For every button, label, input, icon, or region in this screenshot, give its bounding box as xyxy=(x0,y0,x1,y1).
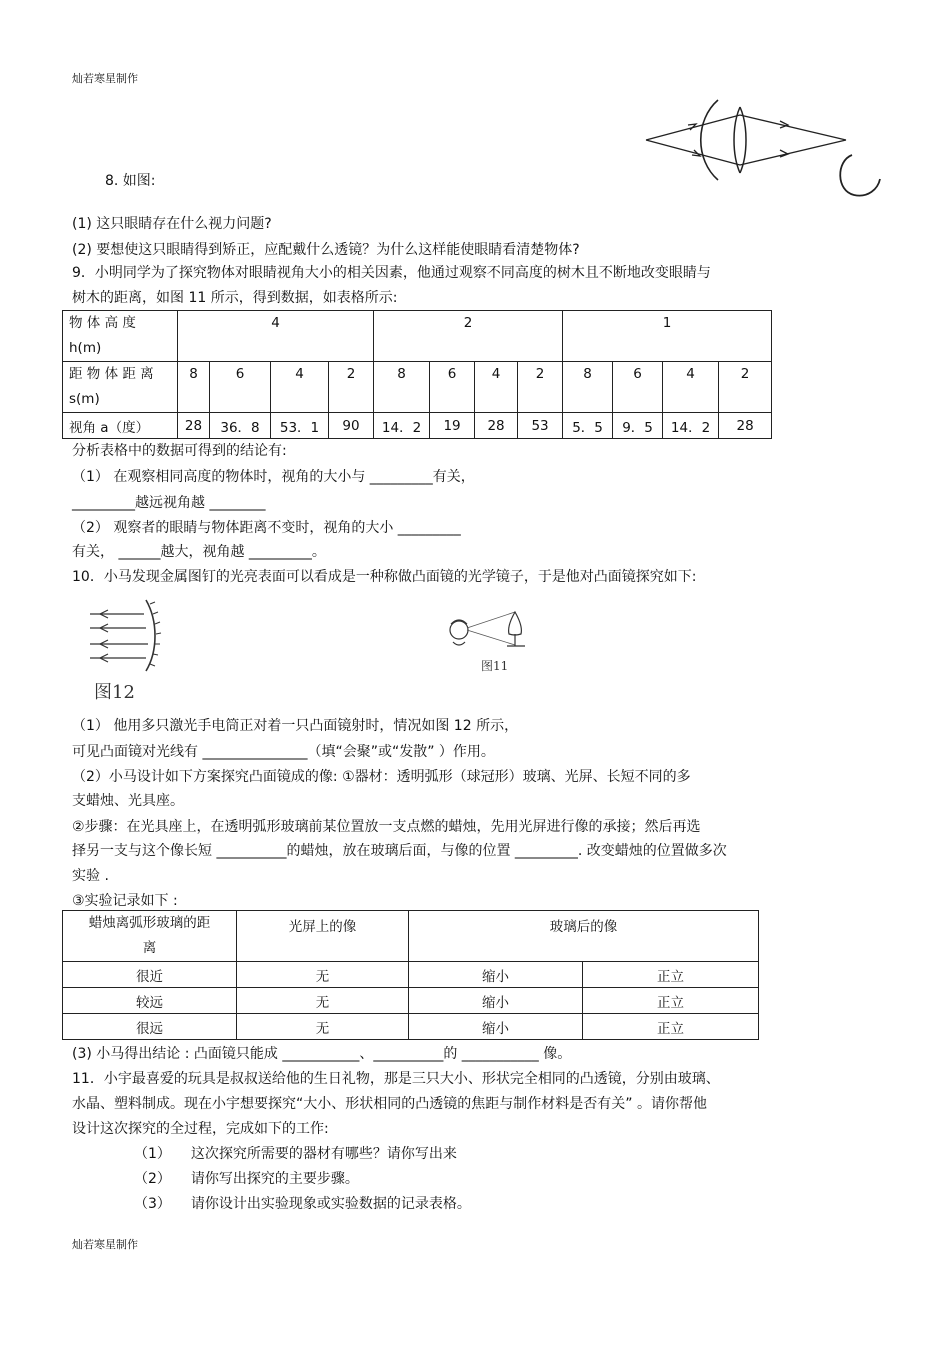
angle-cell: 90 xyxy=(329,413,374,439)
q10-p3: (3) 小马得出结论 : 凸面镜只能成 ___________、__________的 ___________ 像。 xyxy=(72,1046,572,1062)
table-cell: 缩小 xyxy=(409,1014,583,1040)
q10-record-table xyxy=(62,910,759,1040)
angle-cell: 14．2 xyxy=(663,413,719,439)
table-row xyxy=(63,413,772,439)
angle-label-cell: 视角 a（度） xyxy=(63,413,178,439)
q8-sub2: (2) 要想使这只眼睛得到矫正，应配戴什么透镜？为什么这样能使眼睛看清楚物体? xyxy=(72,242,580,258)
q9-data-table xyxy=(62,310,772,439)
q8-label: 8. 如图: xyxy=(105,173,156,189)
height-2-cell: 2 xyxy=(374,311,563,362)
q11-line1: 11．小宇最喜爱的玩具是叔叔送给他的生日礼物，那是三只大小、形状完全相同的凸透镜，分别由玻璃、 xyxy=(72,1071,720,1087)
distance-cell: 8 xyxy=(563,362,613,413)
angle-cell: 28 xyxy=(178,413,210,439)
q8-sub1: (1) 这只眼睛存在什么视力问题? xyxy=(72,216,272,232)
q10-p1b: 可见凸面镜对光线有 _______________（填“会聚”或“发散” ）作用。 xyxy=(72,744,495,760)
convex-mirror-figure xyxy=(88,596,178,706)
angle-cell: 19 xyxy=(430,413,475,439)
table-cell: 正立 xyxy=(583,962,759,988)
table-cell: 较远 xyxy=(63,988,237,1014)
figure-11-caption: 图11 xyxy=(481,659,509,673)
table-cell: 正立 xyxy=(583,988,759,1014)
distance-cell: 4 xyxy=(271,362,329,413)
angle-cell: 36．8 xyxy=(210,413,271,439)
height-1-cell: 1 xyxy=(563,311,772,362)
q11-item-3: （3） 请你设计出实验现象或实验数据的记录表格。 xyxy=(134,1196,471,1212)
distance-cell: 2 xyxy=(329,362,374,413)
mirror-arc-icon xyxy=(146,600,155,671)
glass-image-header-cell: 玻璃后的像 xyxy=(409,911,759,962)
q11-line3: 设计这次探究的全过程，完成如下的工作: xyxy=(72,1121,329,1137)
height-4-cell: 4 xyxy=(178,311,374,362)
q9-conclusion1b: _________越远视角越 ________ xyxy=(72,495,266,511)
table-row xyxy=(63,988,759,1014)
table-cell: 正立 xyxy=(583,1014,759,1040)
distance-cell: 2 xyxy=(719,362,772,413)
distance-cell: 4 xyxy=(475,362,518,413)
angle-cell: 53 xyxy=(518,413,563,439)
q11-item-2: （2） 请你写出探究的主要步骤。 xyxy=(134,1171,359,1187)
distance-cell: 8 xyxy=(178,362,210,413)
q10-p2a: （2）小马设计如下方案探究凸面镜成的像: ①器材：透明弧形（球冠形）玻璃、光屏、长短不同的多 xyxy=(72,769,691,785)
person-head-icon xyxy=(450,620,468,645)
table-row xyxy=(63,311,772,362)
table-row xyxy=(63,1014,759,1040)
q10-step-a: ②步骤：在光具座上，在透明弧形玻璃前某位置放一支点燃的蜡烛，先用光屏进行像的承接；然后再选 xyxy=(72,819,701,835)
figure-12-caption: 图12 xyxy=(94,682,135,703)
eyeball-icon xyxy=(840,155,880,196)
table-cell: 缩小 xyxy=(409,962,583,988)
distance-cell: 6 xyxy=(210,362,271,413)
q9-conclusion2b: 有关， ______越大，视角越 _________。 xyxy=(72,544,326,560)
page-header: 灿若寒星制作 xyxy=(72,72,138,85)
q10-line1: 10．小马发现金属图钉的光亮表面可以看成是一种称做凸面镜的光学镜子，于是他对凸面镜探究如下: xyxy=(72,569,697,585)
distance-cell: 2 xyxy=(518,362,563,413)
angle-cell: 28 xyxy=(719,413,772,439)
table-cell: 很近 xyxy=(63,962,237,988)
q9-conclusion2a: （2） 观察者的眼睛与物体距离不变时，视角的大小 _________ xyxy=(72,520,461,536)
q10-record: ③实验记录如下 : xyxy=(72,893,178,909)
eye-outline-icon xyxy=(701,100,718,180)
sight-lines xyxy=(467,612,515,645)
table-cell: 无 xyxy=(237,962,409,988)
q9-line2: 树木的距离，如图 11 所示，得到数据，如表格所示: xyxy=(72,290,398,306)
distance-cell: 4 xyxy=(663,362,719,413)
lens-icon xyxy=(734,107,746,173)
q11-line2: 水晶、塑料制成。现在小宇想要探究“大小、形状相同的凸透镜的焦距与制作材料是否有关” 。请你帮他 xyxy=(72,1096,707,1112)
observer-figure xyxy=(445,600,555,680)
q10-step-c: 实验 . xyxy=(72,868,109,884)
q10-p1a: （1） 他用多只激光手电筒正对着一只凸面镜射时，情况如图 12 所示， xyxy=(72,718,519,734)
eye-lens-figure xyxy=(640,95,890,200)
distance-cell: 8 xyxy=(374,362,430,413)
distance-header-cell: 蜡烛离弧形玻璃的距 离 xyxy=(63,911,237,962)
table-row xyxy=(63,911,759,962)
q10-p2b: 支蜡烛、光具座。 xyxy=(72,793,184,809)
table-row xyxy=(63,962,759,988)
angle-cell: 53．1 xyxy=(271,413,329,439)
q10-step-b: 择另一支与这个像长短 __________的蜡烛，放在玻璃后面，与像的位置 _________. 改变蜡烛的位置做多次 xyxy=(72,843,727,859)
angle-cell: 28 xyxy=(475,413,518,439)
distance-cell: 6 xyxy=(430,362,475,413)
tree-icon xyxy=(507,612,525,646)
q9-conclusion1a: （1） 在观察相同高度的物体时，视角的大小与 _________有关， xyxy=(72,469,475,485)
angle-cell: 9．5 xyxy=(613,413,663,439)
q9-analysis: 分析表格中的数据可得到的结论有: xyxy=(72,443,287,459)
angle-cell: 14．2 xyxy=(374,413,430,439)
table-cell: 无 xyxy=(237,1014,409,1040)
table-cell: 无 xyxy=(237,988,409,1014)
distance-cell: 6 xyxy=(613,362,663,413)
q11-item-1: （1） 这次探究所需要的器材有哪些？请你写出来 xyxy=(134,1146,457,1162)
height-label-cell: 物 体 高 度 h(m) xyxy=(63,311,178,362)
screen-image-header-cell: 光屏上的像 xyxy=(237,911,409,962)
table-row xyxy=(63,362,772,413)
incident-rays xyxy=(90,610,148,662)
q9-line1: 9．小明同学为了探究物体对眼睛视角大小的相关因素，他通过观察不同高度的树木且不断地改变眼睛与 xyxy=(72,265,711,281)
table-cell: 缩小 xyxy=(409,988,583,1014)
page-footer: 灿若寒星制作 xyxy=(72,1238,138,1251)
distance-label-cell: 距 物 体 距 离 s(m) xyxy=(63,362,178,413)
angle-cell: 5．5 xyxy=(563,413,613,439)
table-cell: 很远 xyxy=(63,1014,237,1040)
